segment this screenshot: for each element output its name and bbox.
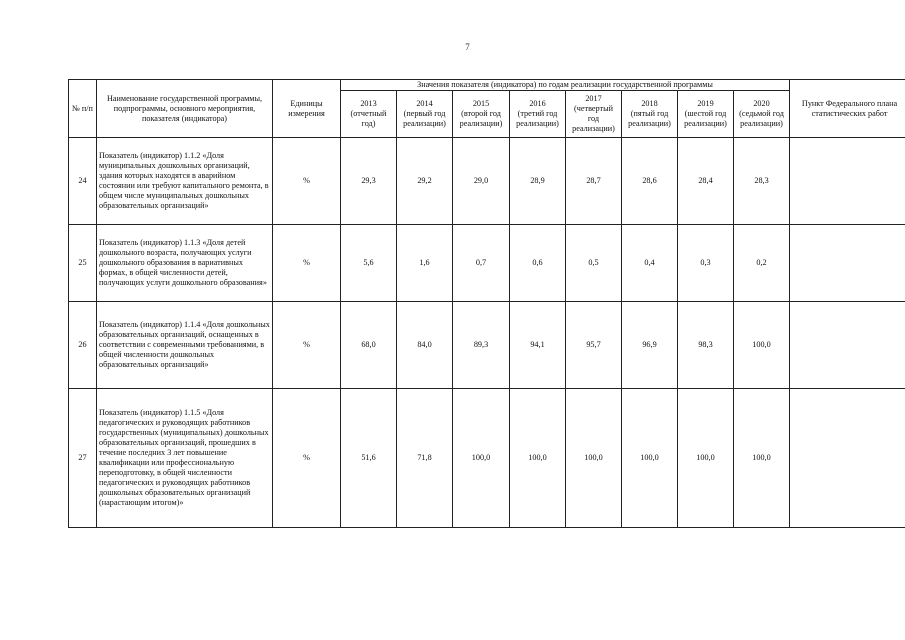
header-year [566, 91, 622, 138]
header-year-value: 2013 [360, 99, 377, 108]
plan-cell [790, 389, 905, 528]
header-year-note: (четвертый год реализации) [572, 104, 615, 133]
header-plan: Пункт Федерального плана статистических работ [790, 80, 905, 138]
header-unit: Единицы измерения [273, 80, 341, 138]
value-cell: 95,7 [566, 302, 622, 389]
value-cell: 100,0 [734, 389, 790, 528]
value-cell: 98,3 [678, 302, 734, 389]
header-year-value: 2019 [697, 99, 714, 108]
header-year [622, 91, 678, 138]
indicator-name: Показатель (индикатор) 1.1.3 «Доля детей дошкольного возраста, получающих услуги дошкольного образования в вариативных формах, в общей численности детей, получающих услуги дошкольного образования» [97, 225, 273, 302]
unit-cell: % [273, 302, 341, 389]
value-cell: 71,8 [397, 389, 453, 528]
header-values-group: Значения показателя (индикатора) по годам реализации государственной программы [341, 80, 790, 91]
value-cell: 96,9 [622, 302, 678, 389]
value-cell: 84,0 [397, 302, 453, 389]
indicators-table [68, 79, 905, 528]
value-cell: 28,7 [566, 138, 622, 225]
value-cell: 1,6 [397, 225, 453, 302]
header-year-value: 2014 [416, 99, 433, 108]
value-cell: 29,0 [453, 138, 510, 225]
header-year-note: (первый год реализации) [403, 109, 446, 128]
value-cell: 0,2 [734, 225, 790, 302]
unit-cell: % [273, 225, 341, 302]
header-year-note: (третий год реализации) [516, 109, 559, 128]
page-number: 7 [465, 42, 470, 52]
header-year-note: (пятый год реализации) [628, 109, 671, 128]
value-cell: 29,2 [397, 138, 453, 225]
indicator-name: Показатель (индикатор) 1.1.4 «Доля дошкольных образовательных организаций, оснащенных в соответствии с современными требованиями, в общей численности дошкольных образовательных организаций» [97, 302, 273, 389]
unit-cell: % [273, 138, 341, 225]
header-year [510, 91, 566, 138]
value-cell: 28,6 [622, 138, 678, 225]
value-cell: 100,0 [622, 389, 678, 528]
value-cell: 100,0 [566, 389, 622, 528]
value-cell: 51,6 [341, 389, 397, 528]
value-cell: 29,3 [341, 138, 397, 225]
header-num: № п/п [69, 80, 97, 138]
value-cell: 68,0 [341, 302, 397, 389]
plan-cell [790, 302, 905, 389]
row-number: 27 [69, 389, 97, 528]
table-row [69, 302, 905, 389]
header-year-value: 2016 [529, 99, 546, 108]
value-cell: 100,0 [678, 389, 734, 528]
value-cell: 0,4 [622, 225, 678, 302]
header-year [453, 91, 510, 138]
value-cell: 0,3 [678, 225, 734, 302]
header-year-note: (отчетный год) [350, 109, 387, 128]
value-cell: 94,1 [510, 302, 566, 389]
plan-cell [790, 138, 905, 225]
table-row [69, 138, 905, 225]
value-cell: 28,4 [678, 138, 734, 225]
header-year-note: (второй год реализации) [459, 109, 503, 128]
header-year [734, 91, 790, 138]
value-cell: 0,7 [453, 225, 510, 302]
plan-cell [790, 225, 905, 302]
value-cell: 5,6 [341, 225, 397, 302]
header-year-value: 2020 [753, 99, 770, 108]
value-cell: 0,6 [510, 225, 566, 302]
table-row [69, 389, 905, 528]
header-year-value: 2015 [472, 99, 490, 108]
header-year-note: (шестой год реализации) [684, 109, 727, 128]
unit-cell: % [273, 389, 341, 528]
value-cell: 28,9 [510, 138, 566, 225]
header-year-value: 2018 [641, 99, 658, 108]
value-cell: 100,0 [453, 389, 510, 528]
table-row [69, 225, 905, 302]
value-cell: 100,0 [734, 302, 790, 389]
row-number: 24 [69, 138, 97, 225]
value-cell: 0,5 [566, 225, 622, 302]
indicator-name: Показатель (индикатор) 1.1.5 «Доля педагогических и руководящих работников государственных (муниципальных) дошкольных образовательных организаций, прошедших в течение последних 3 лет повышение квалификации или профессиональную переподготовку, в общей численности педагогических и руководящих работников дошкольных образовательных организаций (нарастающим итогом)» [97, 389, 273, 528]
header-year-note: (седьмой год реализации) [739, 109, 784, 128]
header-year [678, 91, 734, 138]
header-year-value: 2017 [585, 94, 602, 103]
header-name: Наименование государственной программы, подпрограммы, основного мероприятия, показателя (индикатора) [97, 80, 273, 138]
header-year [341, 91, 397, 138]
value-cell: 100,0 [510, 389, 566, 528]
header-year [397, 91, 453, 138]
value-cell: 28,3 [734, 138, 790, 225]
value-cell: 89,3 [453, 302, 510, 389]
row-number: 26 [69, 302, 97, 389]
indicator-name: Показатель (индикатор) 1.1.2 «Доля муниципальных дошкольных организаций, здания которых находятся в аварийном состоянии или требуют капитального ремонта, в общем числе муниципальных дошкольных образовательных организаций» [97, 138, 273, 225]
row-number: 25 [69, 225, 97, 302]
